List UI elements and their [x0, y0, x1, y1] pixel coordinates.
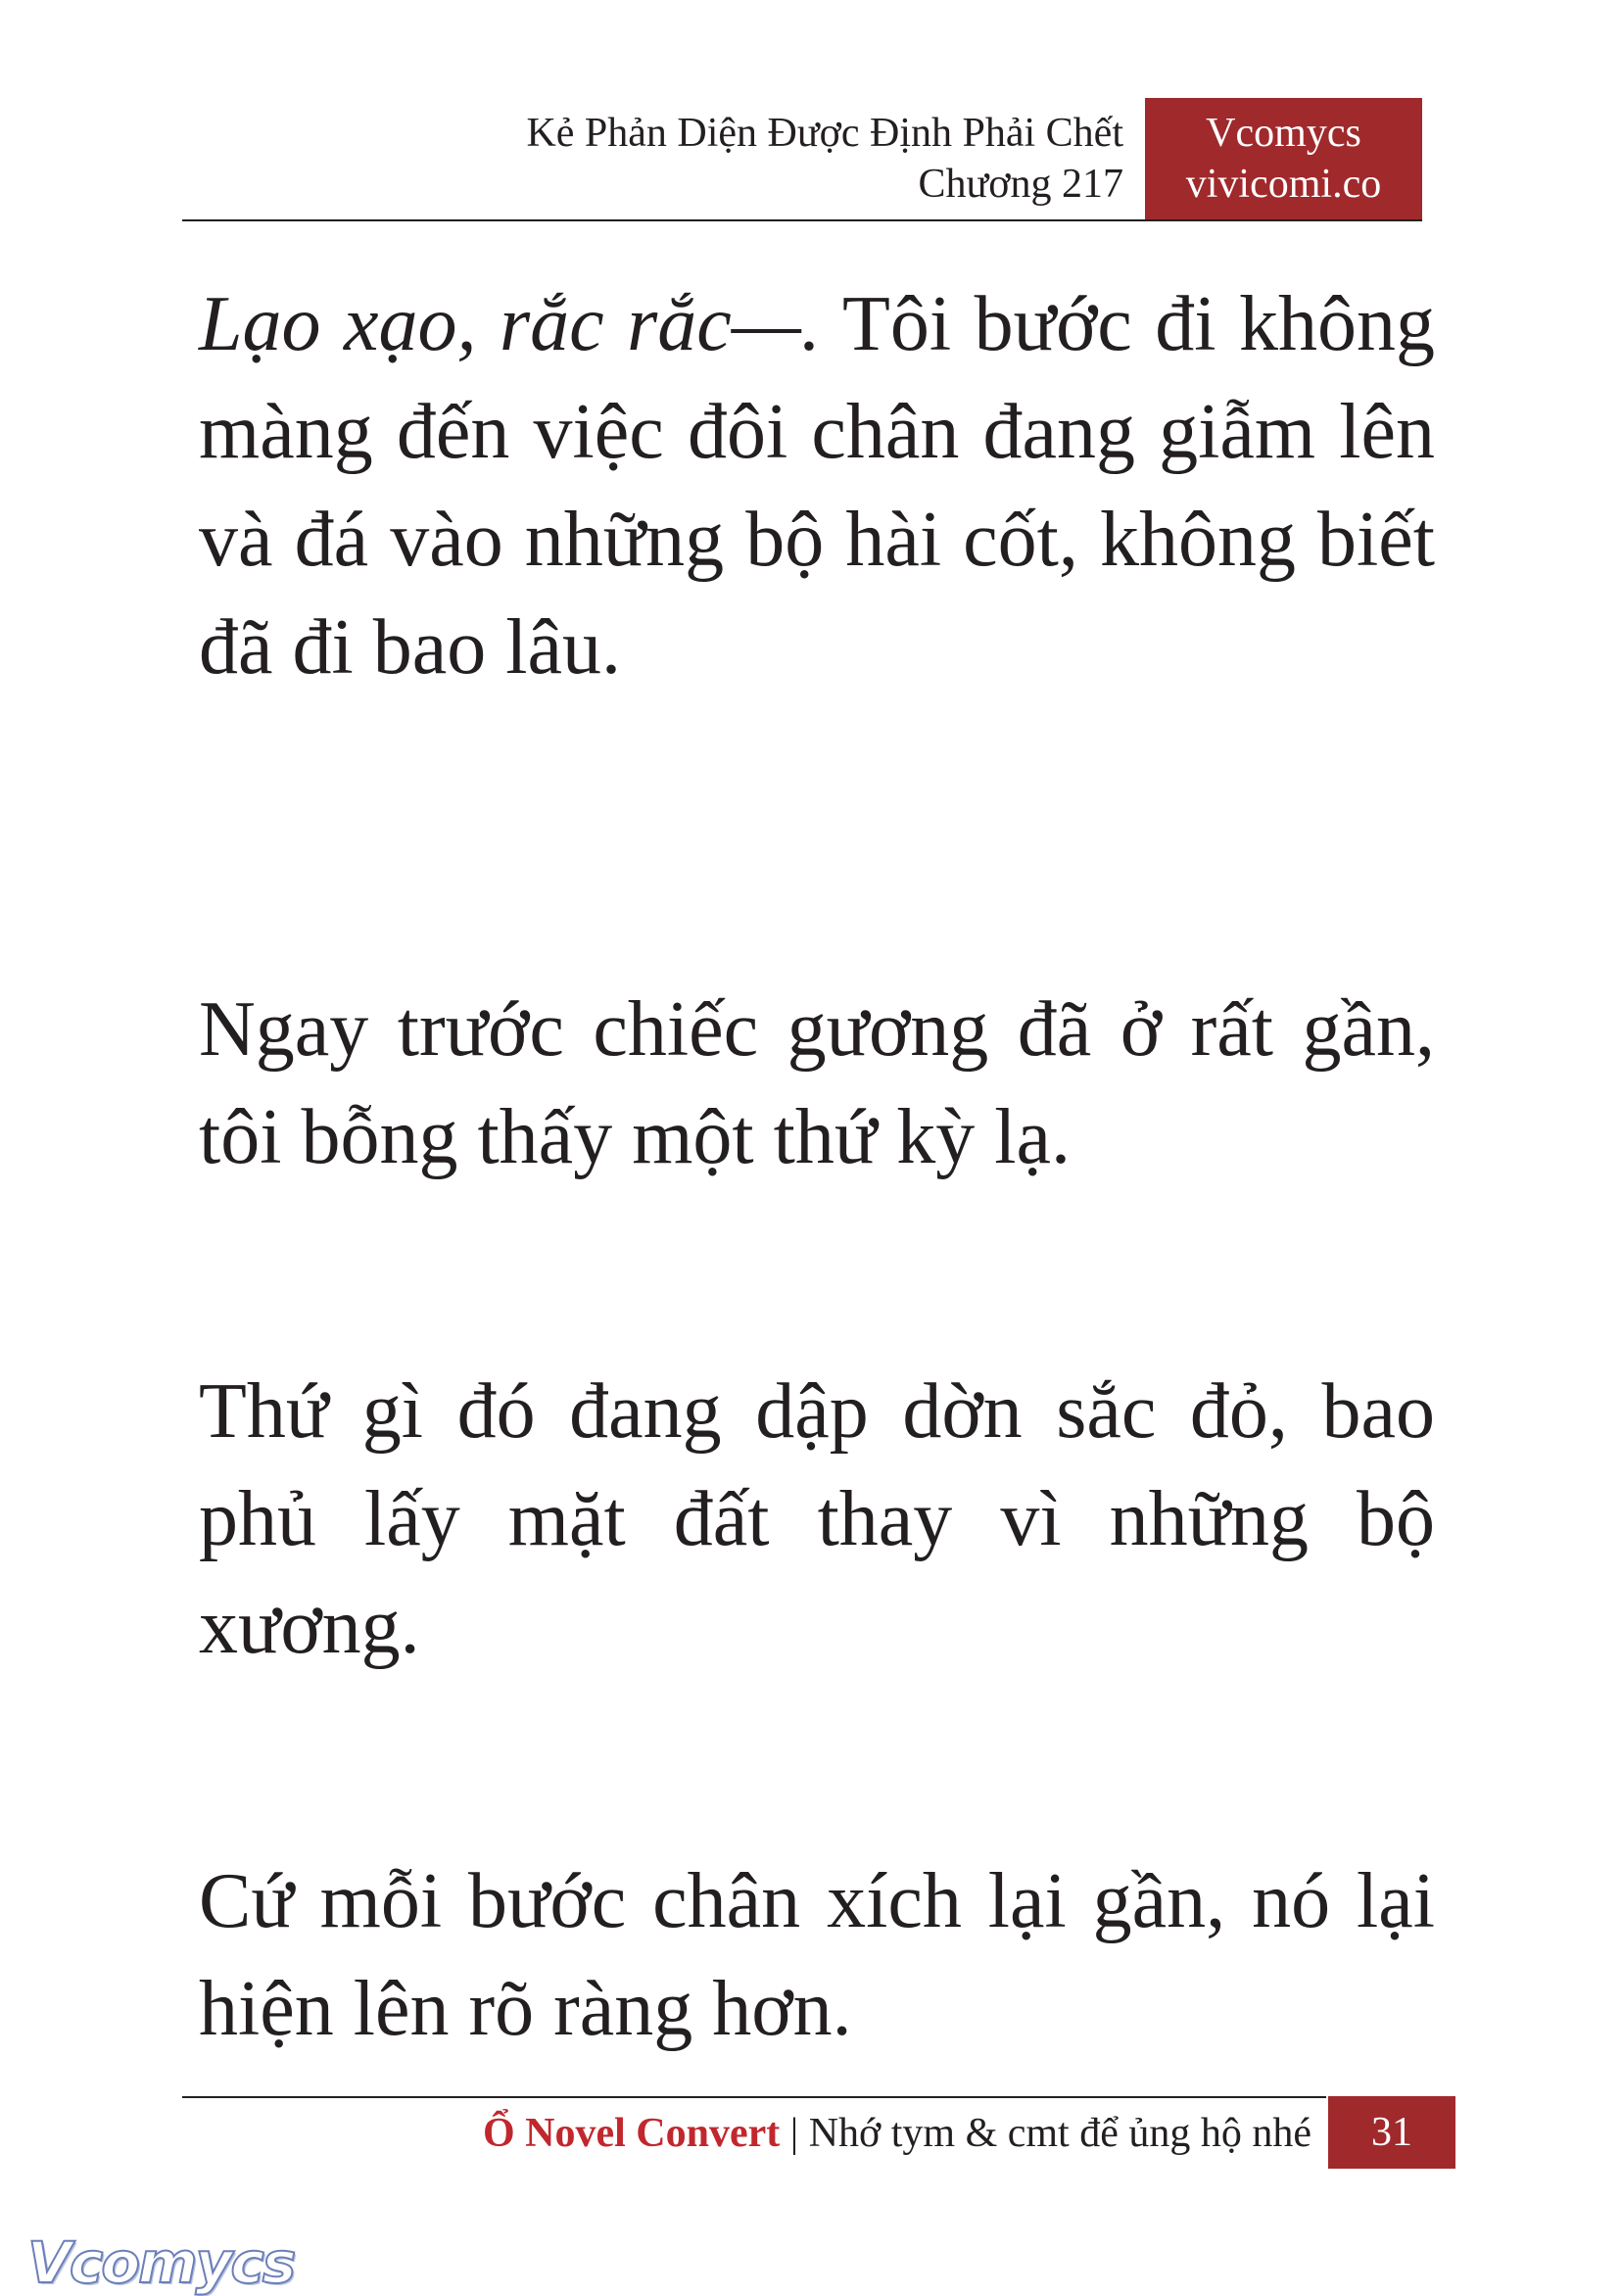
source-badge [1145, 98, 1422, 219]
paragraph-1 [199, 270, 1435, 701]
footer-message: Nhớ tym & cmt để ủng hộ nhé [808, 2111, 1311, 2156]
page-header [182, 98, 1422, 219]
chapter-label: Chương 217 [918, 162, 1123, 207]
footer-separator: | [780, 2111, 809, 2156]
footer-divider [182, 2096, 1326, 2098]
page-footer [483, 2106, 1311, 2161]
badge-line-1: Vcomycs [1206, 111, 1361, 156]
footer-brand: Ổ Novel Convert [482, 2111, 781, 2156]
book-title: Kẻ Phản Diện Được Định Phải Chết [526, 111, 1123, 156]
badge-line-2: vivicomi.co [1185, 162, 1382, 207]
header-title-block [526, 108, 1123, 210]
header-divider [182, 219, 1422, 221]
paragraph-3: Thứ gì đó đang dập dờn sắc đỏ, bao phủ lấy mặt đất thay vì những bộ xương. [199, 1368, 1435, 1670]
paragraph-4: Cứ mỗi bước chân xích lại gần, nó lại hiện lên rõ ràng hơn. [199, 1858, 1435, 2052]
watermark-logo: Vcomycs [27, 2229, 295, 2296]
paragraph-1-text: Tôi bước đi không màng đến việc đôi chân đang giẫm lên và đá vào những bộ hài cốt, không biết đã đi bao lâu. [199, 281, 1436, 691]
paragraph-2: Ngay trước chiếc gương đã ở rất gần, tôi bỗng thấy một thứ kỳ lạ. [199, 986, 1435, 1180]
sound-effect: Lạo xạo, rắc rắc—. [199, 281, 821, 367]
chapter-body [199, 270, 1435, 2063]
page-number: 31 [1328, 2096, 1455, 2169]
